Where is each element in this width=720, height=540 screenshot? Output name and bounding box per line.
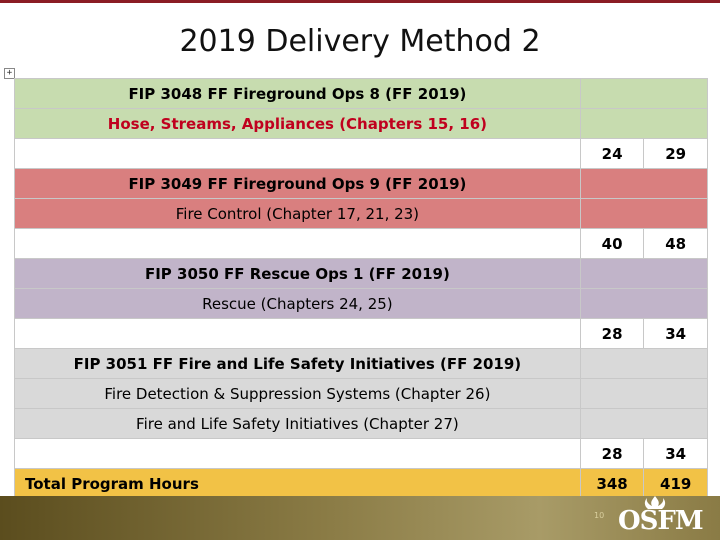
empty-cell (15, 139, 581, 169)
empty-cell (15, 229, 581, 259)
empty-cell (580, 349, 707, 379)
table-row (15, 139, 708, 169)
total-label-cell: Total Program Hours (15, 469, 581, 499)
course-topic-text: Hose, Streams, Appliances (Chapters 15, 16) (107, 114, 488, 133)
empty-cell (15, 319, 581, 349)
table-row (15, 259, 708, 289)
hours-cell: 34 (644, 319, 708, 349)
hours-cell: 48 (644, 229, 708, 259)
hours-cell: 28 (580, 319, 644, 349)
empty-cell (580, 289, 707, 319)
empty-cell (15, 439, 581, 469)
course-topic-cell: Fire Detection & Suppression Systems (Chapter 26) (15, 379, 581, 409)
hours-cell: 34 (644, 439, 708, 469)
footer-band (0, 496, 720, 540)
course-name-cell: FIP 3048 FF Fireground Ops 8 (FF 2019) (15, 79, 581, 109)
empty-cell (580, 109, 707, 139)
course-topic-cell: Rescue (Chapters 24, 25) (15, 289, 581, 319)
course-topic-cell: Fire Control (Chapter 17, 21, 23) (15, 199, 581, 229)
hours-cell: 40 (580, 229, 644, 259)
expand-icon[interactable]: + (4, 68, 15, 79)
empty-cell (580, 379, 707, 409)
osfm-logo (618, 500, 714, 538)
total-row (15, 469, 708, 499)
table-row (15, 409, 708, 439)
course-topic-cell (15, 109, 581, 139)
table-row (15, 319, 708, 349)
program-hours-table (14, 78, 708, 499)
hours-cell: 28 (580, 439, 644, 469)
table-row (15, 79, 708, 109)
empty-cell (580, 169, 707, 199)
top-accent-bar (0, 0, 720, 3)
empty-cell (580, 199, 707, 229)
total-hours-cell: 419 (644, 469, 708, 499)
logo-text: OSFM (618, 506, 703, 536)
course-name-cell: FIP 3049 FF Fireground Ops 9 (FF 2019) (15, 169, 581, 199)
page-number: 10 (594, 511, 605, 520)
table-row (15, 229, 708, 259)
total-hours-cell: 348 (580, 469, 644, 499)
table-row (15, 169, 708, 199)
empty-cell (580, 409, 707, 439)
course-name-cell: FIP 3050 FF Rescue Ops 1 (FF 2019) (15, 259, 581, 289)
table-row (15, 349, 708, 379)
course-topic-cell: Fire and Life Safety Initiatives (Chapter 27) (15, 409, 581, 439)
hours-cell: 29 (644, 139, 708, 169)
course-name-cell: FIP 3051 FF Fire and Life Safety Initiatives (FF 2019) (15, 349, 581, 379)
table-row (15, 379, 708, 409)
empty-cell (580, 259, 707, 289)
table-row (15, 199, 708, 229)
table-row (15, 109, 708, 139)
table-row (15, 439, 708, 469)
hours-cell: 24 (580, 139, 644, 169)
table-row (15, 289, 708, 319)
slide-title: 2019 Delivery Method 2 (179, 24, 541, 59)
empty-cell (580, 79, 707, 109)
